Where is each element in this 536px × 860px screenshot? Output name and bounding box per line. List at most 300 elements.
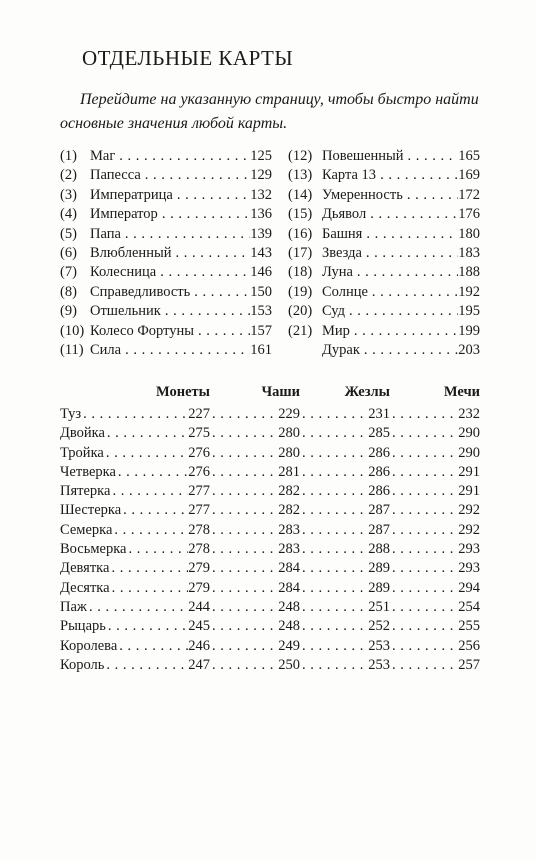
table-cell bbox=[210, 638, 300, 655]
page-number: 129 bbox=[250, 167, 272, 184]
dot-leader bbox=[123, 342, 250, 359]
table-row[interactable] bbox=[60, 657, 480, 676]
page-number: 146 bbox=[250, 264, 272, 281]
dot-leader bbox=[110, 560, 188, 577]
minor-arcana-rows bbox=[60, 406, 480, 676]
dot-leader bbox=[163, 303, 250, 320]
dot-leader bbox=[211, 464, 278, 481]
table-cell bbox=[210, 445, 300, 462]
dot-leader bbox=[364, 245, 458, 262]
page-number: 291 bbox=[458, 483, 480, 500]
major-arcana-list-right bbox=[288, 148, 480, 361]
table-cell bbox=[300, 657, 390, 674]
dot-leader bbox=[211, 406, 278, 423]
table-cell bbox=[300, 464, 390, 481]
card-number: (8) bbox=[60, 283, 77, 300]
table-cell bbox=[300, 541, 390, 558]
dot-leader bbox=[211, 599, 278, 616]
page-number: 254 bbox=[458, 598, 480, 615]
page-number: 231 bbox=[368, 406, 390, 422]
page-number: 245 bbox=[188, 618, 210, 635]
card-number: (5) bbox=[60, 225, 77, 242]
dot-leader bbox=[352, 323, 458, 340]
dot-leader bbox=[301, 618, 368, 635]
table-cell bbox=[300, 560, 390, 577]
table-row[interactable] bbox=[60, 638, 480, 657]
table-cell bbox=[390, 445, 480, 462]
list-item[interactable] bbox=[288, 206, 480, 225]
rank-name: Туз bbox=[60, 406, 82, 422]
card-number: (1) bbox=[60, 148, 77, 164]
card-name: Императрица bbox=[90, 186, 173, 203]
table-cell bbox=[300, 406, 390, 423]
dot-leader bbox=[391, 464, 458, 481]
dot-leader bbox=[301, 445, 368, 462]
rank-name: Паж bbox=[60, 598, 87, 615]
dot-leader bbox=[111, 483, 188, 500]
dot-leader bbox=[123, 226, 250, 243]
dot-leader bbox=[107, 618, 188, 635]
table-cell bbox=[300, 618, 390, 635]
page-number: 249 bbox=[278, 637, 300, 654]
table-cell bbox=[300, 483, 390, 500]
dot-leader bbox=[211, 657, 278, 674]
page-number: 246 bbox=[188, 637, 210, 654]
card-name: Отшельник bbox=[90, 303, 161, 320]
dot-leader bbox=[158, 264, 250, 281]
page-number: 286 bbox=[368, 463, 390, 480]
page-number: 227 bbox=[188, 406, 210, 422]
list-item[interactable] bbox=[60, 323, 272, 342]
dot-leader bbox=[111, 580, 189, 597]
dot-leader bbox=[391, 406, 458, 423]
table-cell bbox=[60, 425, 210, 442]
rank-name: Двойка bbox=[60, 425, 105, 442]
card-name: Колесница bbox=[90, 264, 157, 281]
page-number: 139 bbox=[250, 225, 272, 242]
dot-leader bbox=[391, 483, 458, 500]
dot-leader bbox=[370, 284, 458, 301]
list-item[interactable] bbox=[288, 167, 480, 186]
card-name: Маг bbox=[90, 148, 116, 164]
suit-header-cups: Чаши bbox=[261, 384, 300, 400]
page-number: 253 bbox=[368, 656, 390, 673]
dot-leader bbox=[301, 657, 368, 674]
card-number: (14) bbox=[288, 186, 313, 203]
list-item[interactable] bbox=[60, 303, 272, 322]
card-name: Папа bbox=[90, 225, 121, 242]
list-item[interactable] bbox=[60, 284, 272, 303]
card-name: Карта 13 bbox=[322, 167, 377, 184]
table-cell bbox=[210, 541, 300, 558]
card-number: (3) bbox=[60, 186, 77, 203]
table-cell bbox=[390, 502, 480, 519]
page-number: 287 bbox=[368, 502, 390, 519]
table-cell bbox=[60, 502, 210, 519]
table-cell bbox=[300, 445, 390, 462]
card-name: Колесо Фортуны bbox=[90, 322, 195, 339]
table-cell bbox=[390, 599, 480, 616]
dot-leader bbox=[113, 522, 188, 539]
table-cell bbox=[60, 522, 210, 539]
table-cell bbox=[60, 618, 210, 635]
dot-leader bbox=[211, 541, 278, 558]
dot-leader bbox=[301, 541, 368, 558]
table-row[interactable] bbox=[60, 502, 480, 521]
page-number: 180 bbox=[458, 225, 480, 242]
card-name: Умеренность bbox=[322, 186, 403, 203]
dot-leader bbox=[301, 560, 368, 577]
page-number: 143 bbox=[250, 244, 272, 261]
dot-leader bbox=[122, 502, 188, 519]
page-number: 192 bbox=[458, 283, 480, 300]
dot-leader bbox=[391, 541, 458, 558]
card-number: (21) bbox=[288, 322, 313, 339]
list-item[interactable] bbox=[288, 264, 480, 283]
table-row[interactable] bbox=[60, 483, 480, 502]
dot-leader bbox=[391, 638, 458, 655]
intro-text: Перейдите на указанную страницу, чтобы быстро найти основные значения любой карты. bbox=[60, 91, 479, 132]
page-number: 287 bbox=[368, 521, 390, 538]
table-cell bbox=[210, 657, 300, 674]
dot-leader bbox=[192, 284, 250, 301]
page-number: 289 bbox=[368, 560, 390, 577]
page-number: 276 bbox=[188, 463, 210, 480]
page-number: 188 bbox=[458, 264, 480, 281]
dot-leader bbox=[391, 425, 458, 442]
dot-leader bbox=[301, 638, 368, 655]
card-number: (6) bbox=[60, 244, 77, 261]
card-name: Дьявол bbox=[322, 206, 367, 223]
rank-name: Семерка bbox=[60, 521, 113, 538]
card-name: Суд bbox=[322, 303, 346, 320]
table-cell bbox=[390, 522, 480, 539]
table-cell bbox=[60, 406, 210, 423]
table-cell bbox=[390, 657, 480, 674]
table-cell bbox=[210, 502, 300, 519]
card-name: Император bbox=[90, 206, 158, 223]
dot-leader bbox=[301, 522, 368, 539]
page-number: 277 bbox=[188, 483, 210, 500]
dot-leader bbox=[364, 226, 458, 243]
rank-name: Девятка bbox=[60, 560, 110, 577]
page-number: 250 bbox=[278, 656, 300, 673]
dot-leader bbox=[105, 445, 188, 462]
page-number: 286 bbox=[368, 483, 390, 500]
dot-leader bbox=[391, 618, 458, 635]
dot-leader bbox=[211, 522, 278, 539]
card-number: (17) bbox=[288, 244, 313, 261]
dot-leader bbox=[211, 618, 278, 635]
dot-leader bbox=[175, 187, 250, 204]
dot-leader bbox=[406, 148, 459, 165]
table-row[interactable] bbox=[60, 425, 480, 444]
table-cell bbox=[210, 522, 300, 539]
table-cell bbox=[60, 638, 210, 655]
dot-leader bbox=[391, 522, 458, 539]
card-name: Звезда bbox=[322, 244, 362, 261]
page-title: ОТДЕЛЬНЫЕ КАРТЫ bbox=[82, 46, 294, 70]
rank-name: Королева bbox=[60, 637, 118, 654]
table-cell bbox=[390, 464, 480, 481]
table-cell bbox=[300, 638, 390, 655]
page-number: 253 bbox=[368, 637, 390, 654]
list-item[interactable] bbox=[60, 148, 272, 167]
card-name: Дурак bbox=[322, 341, 360, 358]
page-number: 289 bbox=[368, 579, 390, 596]
table-cell bbox=[390, 638, 480, 655]
table-cell bbox=[390, 618, 480, 635]
dot-leader bbox=[301, 483, 368, 500]
card-number: (20) bbox=[288, 303, 313, 320]
table-cell bbox=[210, 560, 300, 577]
page-number: 283 bbox=[278, 521, 300, 538]
page-number: 199 bbox=[458, 322, 480, 339]
card-number: (13) bbox=[288, 167, 313, 184]
rank-name: Четверка bbox=[60, 463, 116, 480]
page-number: 278 bbox=[188, 521, 210, 538]
page-number: 203 bbox=[458, 341, 480, 358]
list-item[interactable] bbox=[288, 226, 480, 245]
list-item[interactable] bbox=[288, 342, 480, 361]
rank-name: Восьмерка bbox=[60, 541, 127, 558]
card-name: Мир bbox=[322, 322, 350, 339]
page-number: 244 bbox=[188, 598, 210, 615]
page-number: 278 bbox=[188, 541, 210, 558]
table-cell bbox=[210, 406, 300, 423]
page-number: 282 bbox=[278, 483, 300, 500]
page-number: 294 bbox=[458, 579, 480, 596]
list-item[interactable] bbox=[288, 148, 480, 167]
dot-leader bbox=[173, 245, 250, 262]
table-cell bbox=[390, 406, 480, 423]
rank-name: Шестерка bbox=[60, 502, 122, 519]
table-cell bbox=[210, 580, 300, 597]
card-number: (12) bbox=[288, 148, 313, 164]
page-number: 284 bbox=[278, 579, 300, 596]
card-name: Солнце bbox=[322, 283, 368, 300]
list-item[interactable] bbox=[60, 342, 272, 361]
list-item[interactable] bbox=[60, 226, 272, 245]
page-number: 229 bbox=[278, 406, 300, 422]
card-number: (4) bbox=[60, 206, 77, 223]
rank-name: Король bbox=[60, 656, 105, 673]
page-number: 283 bbox=[278, 541, 300, 558]
page-number: 176 bbox=[458, 206, 480, 223]
dot-leader bbox=[378, 167, 458, 184]
dot-leader bbox=[301, 580, 368, 597]
card-number: (16) bbox=[288, 225, 313, 242]
dot-leader bbox=[211, 445, 278, 462]
page-number: 275 bbox=[188, 425, 210, 442]
list-item[interactable] bbox=[288, 323, 480, 342]
table-cell bbox=[390, 483, 480, 500]
page-number: 290 bbox=[458, 425, 480, 442]
page-number: 169 bbox=[458, 167, 480, 184]
page-number: 279 bbox=[188, 560, 210, 577]
table-cell bbox=[210, 425, 300, 442]
dot-leader bbox=[211, 638, 278, 655]
page-number: 256 bbox=[458, 637, 480, 654]
table-row[interactable] bbox=[60, 599, 480, 618]
list-item[interactable] bbox=[60, 206, 272, 225]
dot-leader bbox=[391, 657, 458, 674]
card-name: Папесса bbox=[90, 167, 141, 184]
minor-arcana-table bbox=[60, 384, 480, 676]
list-item[interactable] bbox=[288, 284, 480, 303]
dot-leader bbox=[211, 580, 278, 597]
page-number: 132 bbox=[250, 186, 272, 203]
list-item[interactable] bbox=[60, 264, 272, 283]
dot-leader bbox=[117, 148, 250, 165]
dot-leader bbox=[405, 187, 458, 204]
page-number: 153 bbox=[250, 303, 272, 320]
dot-leader bbox=[362, 342, 458, 359]
dot-leader bbox=[301, 406, 368, 423]
page-number: 285 bbox=[368, 425, 390, 442]
card-number: (19) bbox=[288, 283, 313, 300]
table-cell bbox=[390, 560, 480, 577]
dot-leader bbox=[391, 502, 458, 519]
dot-leader bbox=[368, 206, 458, 223]
dot-leader bbox=[347, 303, 458, 320]
dot-leader bbox=[160, 206, 250, 223]
card-number: (2) bbox=[60, 167, 77, 184]
table-cell bbox=[210, 483, 300, 500]
dot-leader bbox=[301, 599, 368, 616]
page-number: 136 bbox=[250, 206, 272, 223]
page-number: 165 bbox=[458, 148, 480, 164]
dot-leader bbox=[301, 425, 368, 442]
dot-leader bbox=[391, 445, 458, 462]
table-row[interactable] bbox=[60, 406, 480, 425]
table-cell bbox=[60, 657, 210, 674]
card-name: Башня bbox=[322, 225, 363, 242]
table-cell bbox=[60, 445, 210, 462]
dot-leader bbox=[301, 464, 368, 481]
page-number: 281 bbox=[278, 463, 300, 480]
page-number: 255 bbox=[458, 618, 480, 635]
page-number: 293 bbox=[458, 560, 480, 577]
list-item[interactable] bbox=[60, 187, 272, 206]
page-number: 195 bbox=[458, 303, 480, 320]
table-row[interactable] bbox=[60, 464, 480, 483]
page-number: 286 bbox=[368, 444, 390, 461]
rank-name: Тройка bbox=[60, 444, 104, 461]
list-item[interactable] bbox=[60, 245, 272, 264]
page-number: 252 bbox=[368, 618, 390, 635]
page-number: 276 bbox=[188, 444, 210, 461]
page-number: 279 bbox=[188, 579, 210, 596]
page-number: 282 bbox=[278, 502, 300, 519]
table-row[interactable] bbox=[60, 618, 480, 637]
dot-leader bbox=[88, 599, 188, 616]
table-cell bbox=[210, 599, 300, 616]
table-cell bbox=[60, 560, 210, 577]
table-cell bbox=[60, 464, 210, 481]
table-row[interactable] bbox=[60, 580, 480, 599]
table-cell bbox=[300, 580, 390, 597]
table-cell bbox=[390, 541, 480, 558]
major-arcana-list-left bbox=[60, 148, 272, 361]
dot-leader bbox=[127, 541, 188, 558]
dot-leader bbox=[355, 264, 458, 281]
table-row[interactable] bbox=[60, 445, 480, 464]
rank-name: Рыцарь bbox=[60, 618, 106, 635]
page-number: 251 bbox=[368, 598, 390, 615]
table-row[interactable] bbox=[60, 541, 480, 560]
dot-leader bbox=[391, 599, 458, 616]
page-number: 125 bbox=[250, 148, 272, 164]
table-cell bbox=[390, 580, 480, 597]
card-name: Луна bbox=[322, 264, 353, 281]
card-number: (11) bbox=[60, 341, 84, 358]
rank-name: Пятерка bbox=[60, 483, 111, 500]
dot-leader bbox=[211, 483, 278, 500]
list-item[interactable] bbox=[288, 245, 480, 264]
dot-leader bbox=[117, 464, 188, 481]
page-number: 280 bbox=[278, 444, 300, 461]
suit-header-coins: Монеты bbox=[156, 384, 210, 400]
dot-leader bbox=[391, 560, 458, 577]
card-number: (9) bbox=[60, 303, 77, 320]
table-cell bbox=[300, 599, 390, 616]
table-cell bbox=[60, 580, 210, 597]
page-number: 280 bbox=[278, 425, 300, 442]
table-row[interactable] bbox=[60, 522, 480, 541]
dot-leader bbox=[118, 638, 188, 655]
card-name: Справедливость bbox=[90, 283, 191, 300]
table-cell bbox=[300, 522, 390, 539]
dot-leader bbox=[211, 425, 278, 442]
page-number: 288 bbox=[368, 541, 390, 558]
rank-name: Десятка bbox=[60, 579, 110, 596]
card-number: (10) bbox=[60, 322, 85, 339]
list-item[interactable] bbox=[288, 187, 480, 206]
page-number: 291 bbox=[458, 463, 480, 480]
card-name: Повешенный bbox=[322, 148, 404, 164]
page-number: 292 bbox=[458, 521, 480, 538]
page-number: 293 bbox=[458, 541, 480, 558]
card-number: (7) bbox=[60, 264, 77, 281]
page-number: 248 bbox=[278, 618, 300, 635]
page-number: 247 bbox=[188, 656, 210, 673]
suit-header-swords: Мечи bbox=[443, 384, 480, 400]
list-item[interactable] bbox=[288, 303, 480, 322]
suit-header-row bbox=[60, 384, 480, 406]
table-cell bbox=[300, 425, 390, 442]
card-number: (15) bbox=[288, 206, 313, 223]
page-number: 277 bbox=[188, 502, 210, 519]
table-cell bbox=[60, 541, 210, 558]
dot-leader bbox=[301, 502, 368, 519]
table-row[interactable] bbox=[60, 560, 480, 579]
page-number: 248 bbox=[278, 598, 300, 615]
dot-leader bbox=[196, 323, 250, 340]
card-name: Влюбленный bbox=[90, 244, 172, 261]
table-cell bbox=[390, 425, 480, 442]
page-number: 284 bbox=[278, 560, 300, 577]
page-number: 290 bbox=[458, 444, 480, 461]
list-item[interactable] bbox=[60, 167, 272, 186]
page-number: 150 bbox=[250, 283, 272, 300]
dot-leader bbox=[391, 580, 458, 597]
page-number: 257 bbox=[458, 656, 480, 673]
page-number: 157 bbox=[250, 322, 272, 339]
dot-leader bbox=[106, 425, 188, 442]
page-number: 161 bbox=[250, 341, 272, 358]
dot-leader bbox=[211, 502, 278, 519]
